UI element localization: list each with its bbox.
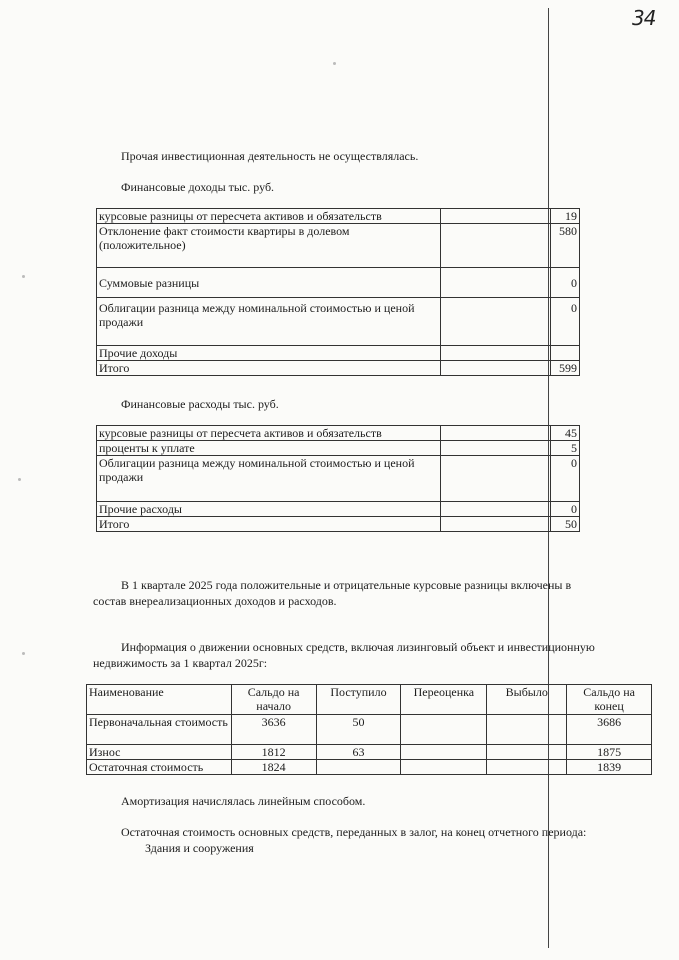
empty-cell	[441, 268, 551, 298]
asset-cell: 1839	[567, 760, 652, 775]
empty-cell	[441, 361, 551, 376]
asset-row-label: Износ	[87, 745, 232, 760]
fixed-assets-table	[86, 684, 652, 775]
table-row	[97, 298, 580, 346]
fx-note-line2: состав внереализационных доходов и расходов.	[93, 594, 337, 608]
empty-cell	[441, 456, 551, 502]
empty-cell	[441, 441, 551, 456]
empty-cell	[441, 426, 551, 441]
header-opening-balance: Сальдо на начало	[231, 685, 316, 715]
header-name: Наименование	[87, 685, 232, 715]
income-value: 0	[551, 298, 580, 346]
header-received: Поступило	[316, 685, 401, 715]
intro-text: Прочая инвестиционная деятельность не осуществлялась.	[121, 149, 419, 163]
asset-cell	[401, 715, 487, 745]
asset-cell	[487, 760, 567, 775]
asset-cell: 1824	[231, 760, 316, 775]
table-row	[97, 346, 580, 361]
asset-cell: 1812	[231, 745, 316, 760]
table-row	[87, 715, 652, 745]
scan-speck	[333, 62, 336, 65]
empty-cell	[441, 517, 551, 532]
assets-info-line2: недвижимость за 1 квартал 2025г:	[93, 656, 268, 670]
expense-value: 0	[551, 456, 580, 502]
asset-row-label: Остаточная стоимость	[87, 760, 232, 775]
header-revaluation: Переоценка	[401, 685, 487, 715]
income-label: Прочие доходы	[97, 346, 441, 361]
income-value	[551, 346, 580, 361]
income-value: 0	[551, 268, 580, 298]
expenses-caption: Финансовые расходы тыс. руб.	[121, 397, 279, 411]
asset-cell	[401, 760, 487, 775]
asset-row-label: Первоначальная стоимость	[87, 715, 232, 745]
expense-label: курсовые разницы от пересчета активов и обязательств	[97, 426, 441, 441]
expense-label: проценты к уплате	[97, 441, 441, 456]
expense-value: 0	[551, 502, 580, 517]
table-row	[87, 745, 652, 760]
assets-info-line1: Информация о движении основных средств, включая лизинговый объект и инвестиционную	[121, 640, 595, 654]
table-row	[97, 209, 580, 224]
expense-label: Прочие расходы	[97, 502, 441, 517]
table-row	[97, 361, 580, 376]
scan-speck	[18, 478, 21, 481]
fx-note-line1: В 1 квартале 2025 года положительные и отрицательные курсовые разницы включены в	[121, 578, 572, 592]
expenses-table	[96, 425, 580, 532]
income-label: курсовые разницы от пересчета активов и обязательств	[97, 209, 441, 224]
income-value: 19	[551, 209, 580, 224]
table-row	[97, 441, 580, 456]
scan-speck	[22, 275, 25, 278]
scan-speck	[22, 652, 25, 655]
table-row	[97, 224, 580, 268]
table-row	[97, 268, 580, 298]
expense-value: 50	[551, 517, 580, 532]
pledge-note: Остаточная стоимость основных средств, переданных в залог, на конец отчетного периода:	[121, 825, 587, 839]
table-header-row	[87, 685, 652, 715]
income-value: 580	[551, 224, 580, 268]
asset-cell	[401, 745, 487, 760]
header-disposed: Выбыло	[487, 685, 567, 715]
expense-label: Итого	[97, 517, 441, 532]
asset-cell: 3636	[231, 715, 316, 745]
empty-cell	[441, 224, 551, 268]
asset-cell	[487, 745, 567, 760]
income-caption: Финансовые доходы тыс. руб.	[121, 180, 275, 194]
asset-cell: 3686	[567, 715, 652, 745]
income-label: Облигации разница между номинальной стоимостью и ценой продажи	[97, 298, 441, 346]
income-label: Отклонение факт стоимости квартиры в долевом (положительное)	[97, 224, 441, 268]
empty-cell	[441, 298, 551, 346]
expense-label: Облигации разница между номинальной стоимостью и ценой продажи	[97, 456, 441, 502]
income-value: 599	[551, 361, 580, 376]
asset-cell: 50	[316, 715, 401, 745]
income-label: Суммовые разницы	[97, 268, 441, 298]
table-row	[97, 426, 580, 441]
table-row	[97, 517, 580, 532]
table-row	[97, 456, 580, 502]
table-row	[97, 502, 580, 517]
depreciation-note: Амортизация начислялась линейным способом.	[121, 794, 366, 808]
expense-value: 5	[551, 441, 580, 456]
page-number: 34	[632, 6, 656, 30]
income-table	[96, 208, 580, 376]
asset-cell	[487, 715, 567, 745]
income-label: Итого	[97, 361, 441, 376]
expense-value: 45	[551, 426, 580, 441]
pledge-item: Здания и сооружения	[145, 841, 254, 855]
asset-cell	[316, 760, 401, 775]
header-closing-balance: Сальдо на конец	[567, 685, 652, 715]
asset-cell: 1875	[567, 745, 652, 760]
empty-cell	[441, 502, 551, 517]
table-row	[87, 760, 652, 775]
asset-cell: 63	[316, 745, 401, 760]
empty-cell	[441, 209, 551, 224]
empty-cell	[441, 346, 551, 361]
